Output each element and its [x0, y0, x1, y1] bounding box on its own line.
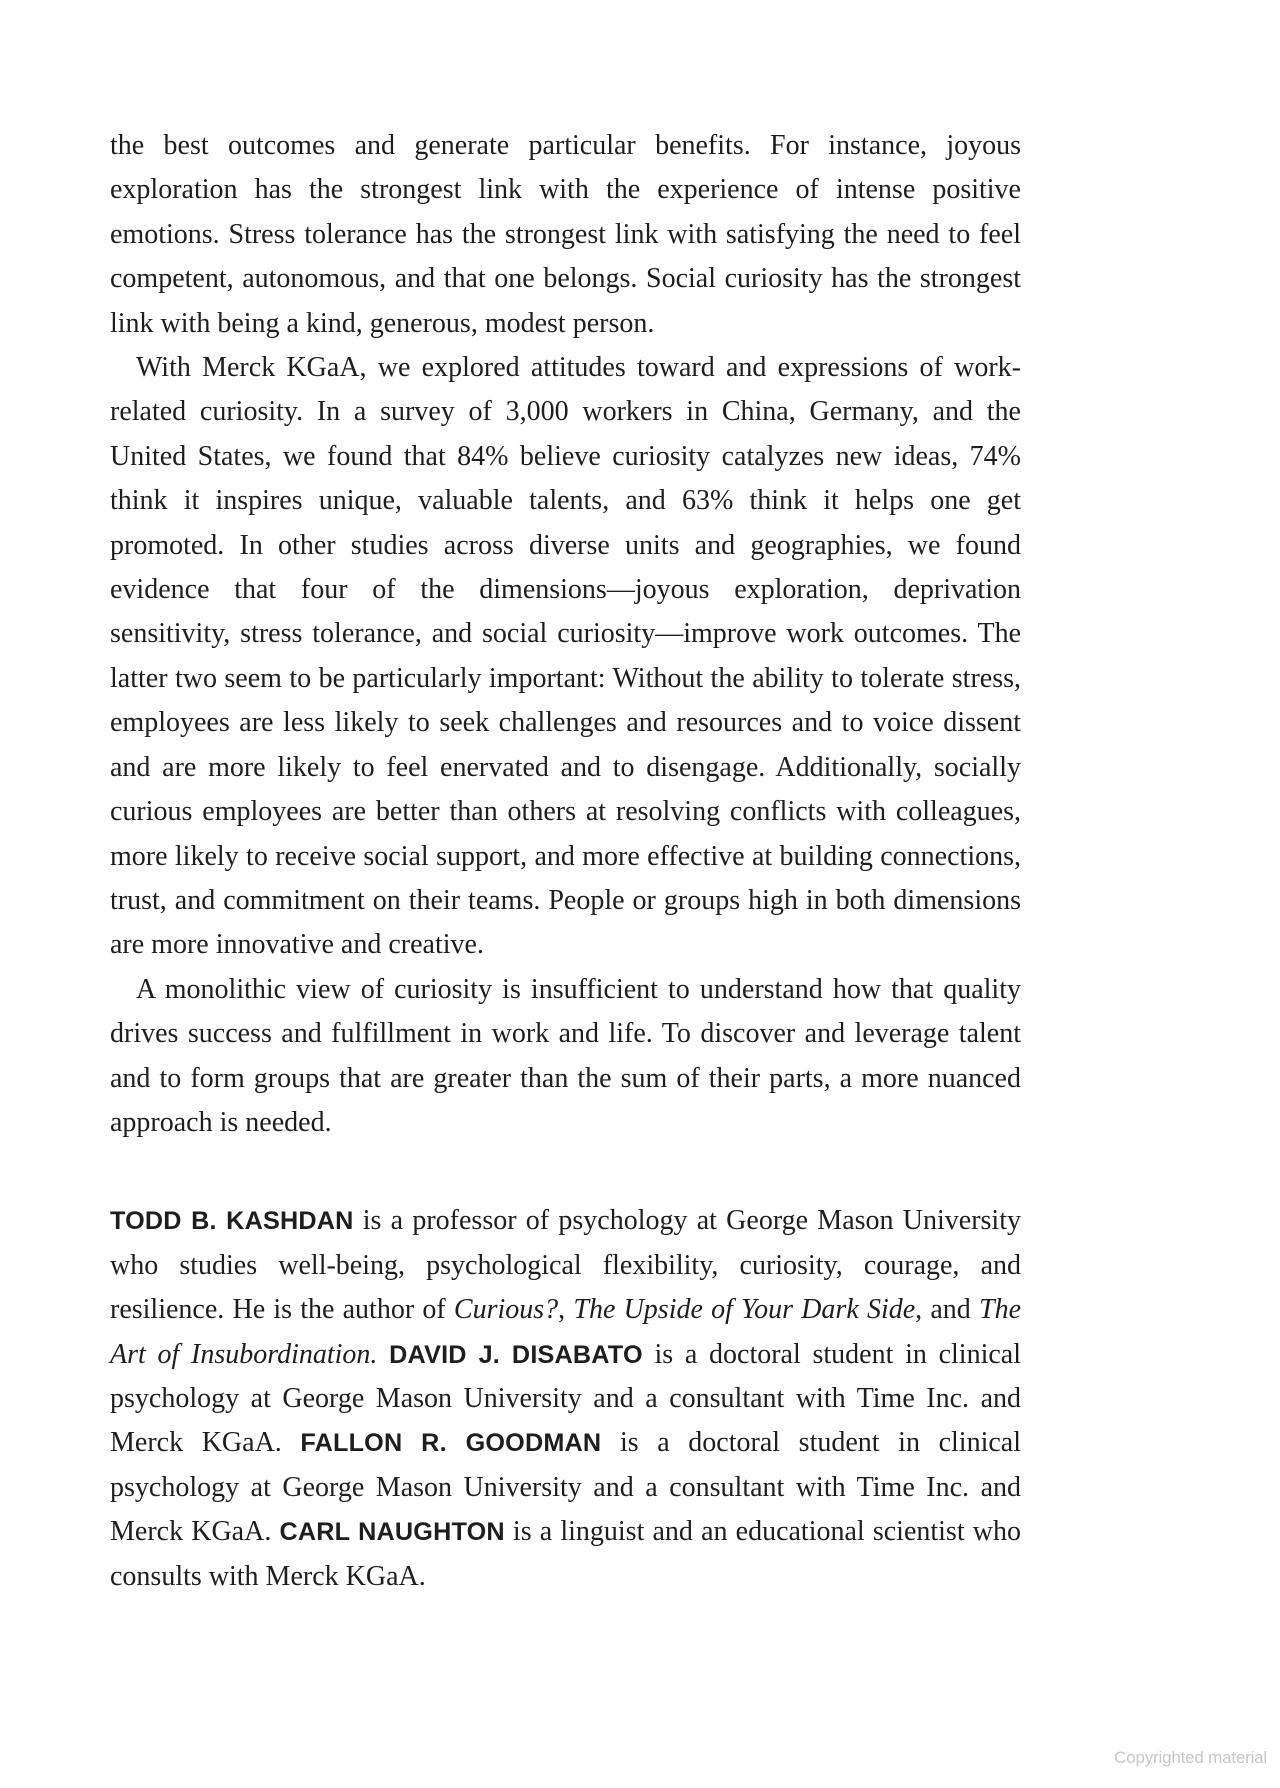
body-paragraph	[110, 346, 1021, 968]
book-title: The Art of Insubordination.	[110, 1294, 1022, 1370]
author-name: DAVID J. DISABATO	[389, 1340, 643, 1369]
text-segment: is a doctoral student in clinical psychology at George Mason University and a consultant with Time Inc. and Merck KGaA.	[110, 1427, 1021, 1548]
text-segment: A monolithic view of curiosity is insufficient to understand how that quality drives success and fulfillment in work and life. To discover and leverage talent and to form groups that are greater than the sum of their parts, a more nuanced approach is needed.	[110, 973, 1021, 1138]
book-title: The Upside of Your Dark Side	[573, 1294, 916, 1326]
text-block	[110, 124, 1021, 1599]
text-segment: the best outcomes and generate particular benefits. For instance, joyous exploration has the strongest link with the experience of intense positive emotions. Stress tolerance has the strongest link with satisfying the need to feel competent, autonomous, and that one belongs. Social curiosity has the strongest link with being a kind, generous, modest person.	[110, 130, 1021, 339]
book-title: Curious?	[453, 1294, 559, 1326]
copyright-watermark: Copyrighted material	[1114, 1748, 1267, 1767]
body-paragraph	[110, 968, 1021, 1146]
text-segment: With Merck KGaA, we explored attitudes toward and expressions of work-related curiosity. In a survey of 3,000 workers in China, Germany, and the United States, we found that 84% believe curiosity catalyzes new ideas, 74% think it inspires unique, valuable talents, and 63% think it helps one get promoted. In other studies across diverse units and geographies, we found evidence that four of the dimensions—joyous exploration, deprivation sensitivity, stress tolerance, and social curiosity—improve work outcomes. The latter two seem to be particularly important: Without the ability to tolerate stress, employees are less likely to seek challenges and resources and to voice dissent and are more likely to feel enervated and to disengage. Additionally, socially curious employees are better than others at resolving conflicts with colleagues, more likely to receive social support, and more effective at building connections, trust, and commitment on their teams. People or groups high in both dimensions are more innovative and creative.	[110, 352, 1021, 961]
text-segment: is a professor of psychology at George Mason University who studies well-being, psychological flexibility, curiosity, courage, and resilience. He is the author of	[110, 1205, 1021, 1326]
text-segment	[377, 1339, 389, 1370]
text-segment: is a linguist and an educational scientist who consults with Merck KGaA.	[110, 1516, 1021, 1592]
text-segment: ,	[558, 1294, 574, 1326]
author-name: TODD B. KASHDAN	[110, 1207, 354, 1236]
body-paragraph	[110, 124, 1021, 346]
text-segment: is a doctoral student in clinical psychology at George Mason University and a consultant with Time Inc. and Merck KGaA.	[110, 1338, 1022, 1459]
author-name: CARL NAUGHTON	[279, 1518, 505, 1547]
author-bio-paragraph	[110, 1199, 1021, 1599]
text-segment: , and	[915, 1294, 980, 1326]
author-name: FALLON R. GOODMAN	[300, 1429, 602, 1458]
